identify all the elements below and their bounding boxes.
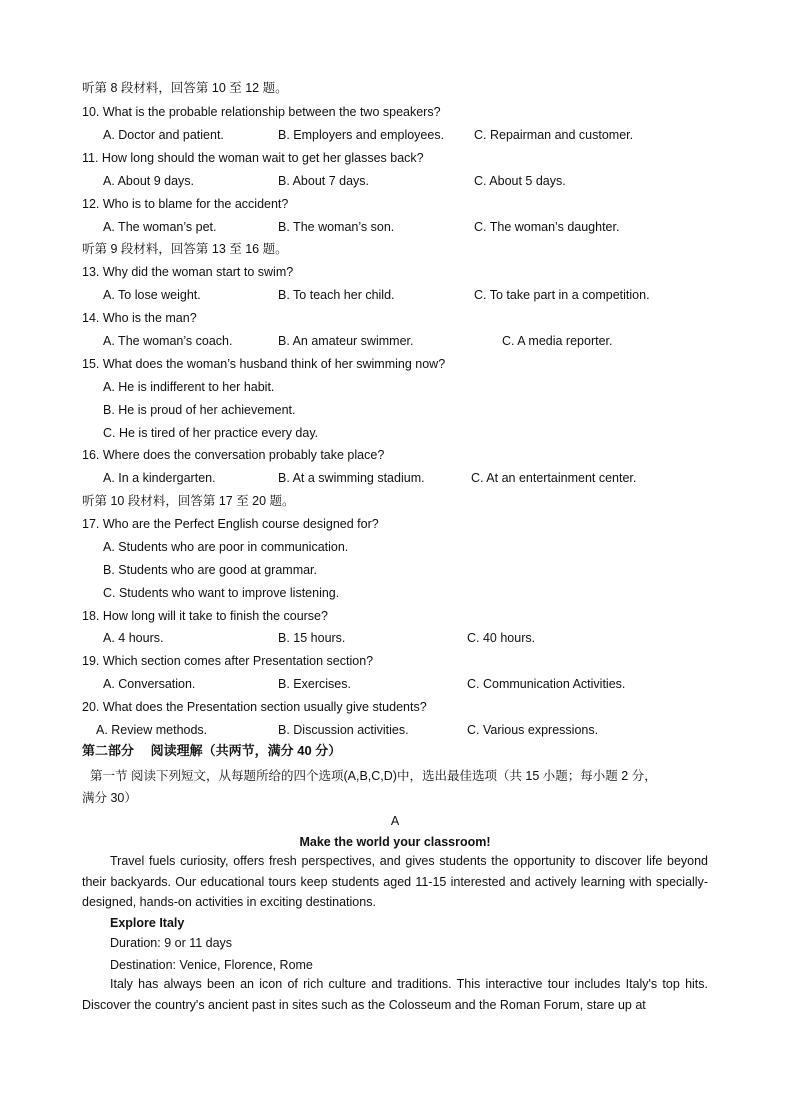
q12-option-b: B. The woman’s son. bbox=[278, 220, 395, 234]
q16-option-b: B. At a swimming stadium. bbox=[278, 471, 425, 485]
q17-option-b: B. Students who are good at grammar. bbox=[103, 563, 318, 577]
instruction-line-1: 第一节 阅读下列短文，从每题所给的四个选项(A,B,C,D)中，选出最佳选项（共 15 小题；每小题 2 分， bbox=[90, 769, 657, 783]
question-17-stem: 17. Who are the Perfect English course designed for? bbox=[82, 517, 379, 531]
q19-option-c: C. Communication Activities. bbox=[467, 677, 626, 691]
q15-option-a: A. He is indifferent to her habit. bbox=[103, 380, 275, 394]
question-12-stem: 12. Who is to blame for the accident? bbox=[82, 197, 289, 211]
q20-option-b: B. Discussion activities. bbox=[278, 723, 409, 737]
passage-title: Make the world your classroom! bbox=[299, 835, 491, 849]
q18-option-b: B. 15 hours. bbox=[278, 631, 346, 645]
passage-paragraph-2: Italy has always been an icon of rich culture and traditions. This interactive tour includes Italy's top hits. Discover the country's ancient past in sites such as the Colosseum and the Roman Forum, stare up at bbox=[82, 977, 708, 1012]
q16-option-a: A. In a kindergarten. bbox=[103, 471, 216, 485]
q14-option-c: C. A media reporter. bbox=[502, 334, 613, 348]
q14-option-b: B. An amateur swimmer. bbox=[278, 334, 414, 348]
q12-option-c: C. The woman’s daughter. bbox=[474, 220, 620, 234]
passage-paragraph-1: Travel fuels curiosity, offers fresh perspectives, and gives students the opportunity to discover life beyond their backyards. Our educational tours keep students aged 11-15 interested and actively learning with specially-designed, hands-on activities in exciting destinations. bbox=[82, 854, 708, 909]
tour-name: Explore Italy bbox=[110, 916, 185, 930]
q17-option-a: A. Students who are poor in communication. bbox=[103, 540, 349, 554]
q13-option-a: A. To lose weight. bbox=[103, 288, 201, 302]
tour-duration: Duration: 9 or 11 days bbox=[110, 936, 233, 950]
q19-option-b: B. Exercises. bbox=[278, 677, 351, 691]
q10-option-a: A. Doctor and patient. bbox=[103, 128, 224, 142]
q18-option-c: C. 40 hours. bbox=[467, 631, 536, 645]
q13-option-c: C. To take part in a competition. bbox=[474, 288, 650, 302]
instruction-line-2: 满分 30） bbox=[82, 791, 137, 805]
q10-option-b: B. Employers and employees. bbox=[278, 128, 445, 142]
q14-option-a: A. The woman’s coach. bbox=[103, 334, 233, 348]
q11-option-a: A. About 9 days. bbox=[103, 174, 195, 188]
q10-option-c: C. Repairman and customer. bbox=[474, 128, 634, 142]
question-14-stem: 14. Who is the man? bbox=[82, 311, 197, 325]
question-15-stem: 15. What does the woman’s husband think of her swimming now? bbox=[82, 357, 446, 371]
section-heading-9: 听第 9 段材料，回答第 13 至 16 题。 bbox=[82, 242, 288, 256]
section-heading-10: 听第 10 段材料，回答第 17 至 20 题。 bbox=[82, 494, 295, 508]
section-heading-8: 听第 8 段材料，回答第 10 至 12 题。 bbox=[82, 81, 288, 95]
tour-destination: Destination: Venice, Florence, Rome bbox=[110, 958, 313, 972]
q12-option-a: A. The woman’s pet. bbox=[103, 220, 217, 234]
q18-option-a: A. 4 hours. bbox=[103, 631, 164, 645]
question-11-stem: 11. How long should the woman wait to get her glasses back? bbox=[82, 151, 424, 165]
q20-option-a: A. Review methods. bbox=[96, 723, 208, 737]
q19-option-a: A. Conversation. bbox=[103, 677, 196, 691]
q16-option-c: C. At an entertainment center. bbox=[471, 471, 637, 485]
q15-option-c: C. He is tired of her practice every day. bbox=[103, 426, 319, 440]
q15-option-b: B. He is proud of her achievement. bbox=[103, 403, 296, 417]
question-10-stem: 10. What is the probable relationship between the two speakers? bbox=[82, 105, 441, 119]
question-20-stem: 20. What does the Presentation section usually give students? bbox=[82, 700, 427, 714]
question-13-stem: 13. Why did the woman start to swim? bbox=[82, 265, 294, 279]
question-19-stem: 19. Which section comes after Presentation section? bbox=[82, 654, 374, 668]
passage-letter: A bbox=[390, 814, 400, 828]
part-two-title: 第二部分 阅读理解（共两节，满分 40 分） bbox=[82, 743, 342, 758]
question-18-stem: 18. How long will it take to finish the course? bbox=[82, 609, 328, 623]
q11-option-b: B. About 7 days. bbox=[278, 174, 370, 188]
q13-option-b: B. To teach her child. bbox=[278, 288, 395, 302]
q20-option-c: C. Various expressions. bbox=[467, 723, 599, 737]
q17-option-c: C. Students who want to improve listening. bbox=[103, 586, 340, 600]
question-16-stem: 16. Where does the conversation probably take place? bbox=[82, 448, 385, 462]
q11-option-c: C. About 5 days. bbox=[474, 174, 566, 188]
